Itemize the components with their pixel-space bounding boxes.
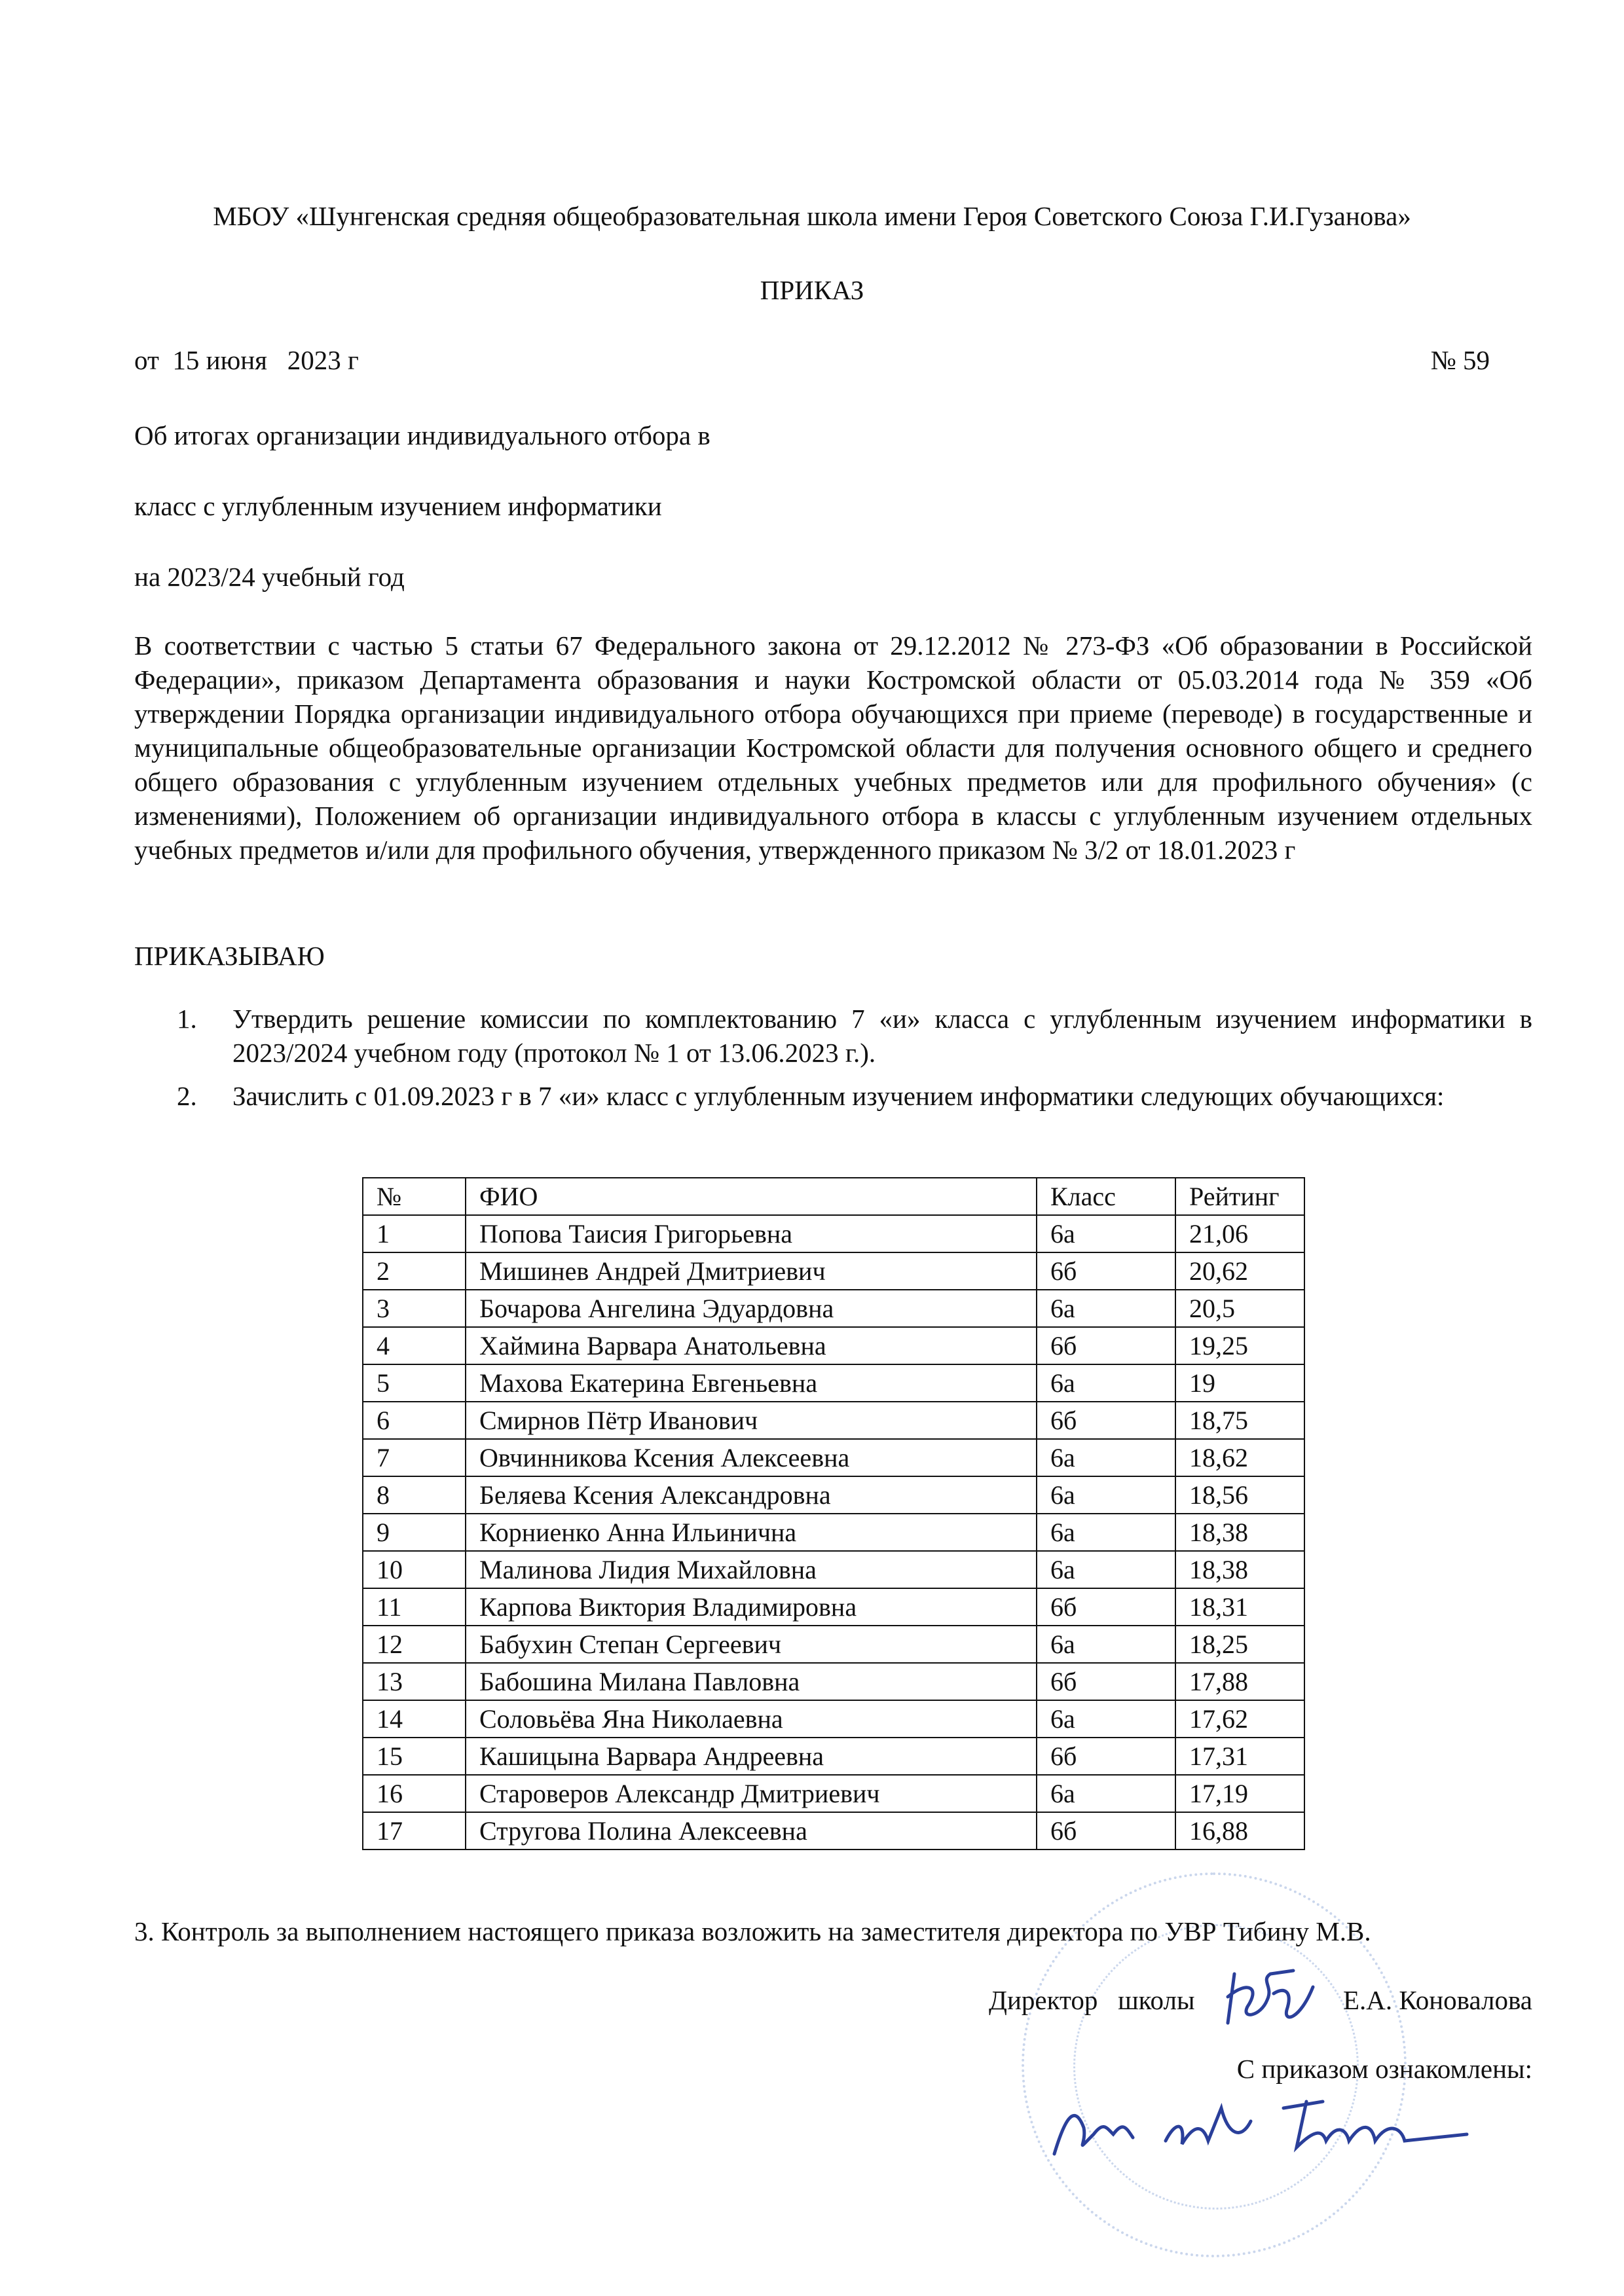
director-name: Е.А. Коновалова (1342, 1985, 1532, 2015)
row-number: 13 (363, 1663, 466, 1700)
preamble-paragraph: В соответствии с частью 5 статьи 67 Федерального закона от 29.12.2012 № 273-ФЗ «Об образовании в Российской Федерации», приказом Департамента образования и науки Костромской области от 05.03.2014 года № 359 «Об утверждении Порядка организации индивидуального отбора обучающихся при приеме (переводе) в государственные и муниципальные общеобразовательные организации Костромской области для получения основного общего и среднего общего образования с углубленным изучением отдельных учебных предметов или для профильного обучения» (с изменениями), Положением об организации индивидуального отбора в классы с углубленным изучением отдельных учебных предметов и/или для профильного обучения, утвержденного приказом № 3/2 от 18.01.2023 г (134, 630, 1532, 866)
row-class: 6а (1037, 1514, 1175, 1551)
row-number: 16 (363, 1775, 466, 1812)
director-label: Директор школы (989, 1985, 1195, 2015)
row-number: 8 (363, 1476, 466, 1514)
row-class: 6а (1037, 1626, 1175, 1663)
row-number: 14 (363, 1700, 466, 1738)
row-rating: 16,88 (1175, 1812, 1304, 1850)
row-number: 3 (363, 1290, 466, 1327)
row-rating: 17,31 (1175, 1738, 1304, 1775)
header-rating: Рейтинг (1175, 1178, 1304, 1215)
subject-line-1: Об итогах организации индивидуального отбора в (134, 420, 710, 450)
header-class: Класс (1037, 1178, 1175, 1215)
row-rating: 18,31 (1175, 1588, 1304, 1626)
row-rating: 20,62 (1175, 1252, 1304, 1290)
subject-line-2: класс с углубленным изучением информатики (134, 491, 662, 521)
table-row (363, 1402, 1304, 1439)
table-row (363, 1514, 1304, 1551)
row-class: 6а (1037, 1290, 1175, 1327)
table-row (363, 1663, 1304, 1700)
header-fio: ФИО (466, 1178, 1037, 1215)
row-fio: Староверов Александр Дмитриевич (466, 1775, 1037, 1812)
row-rating: 21,06 (1175, 1215, 1304, 1252)
row-rating: 19,25 (1175, 1327, 1304, 1364)
order-item-1 (134, 1002, 1532, 1070)
header-number: № (363, 1178, 466, 1215)
table-row (363, 1290, 1304, 1327)
row-fio: Бабошина Милана Павловна (466, 1663, 1037, 1700)
table-row (363, 1551, 1304, 1588)
row-class: 6а (1037, 1439, 1175, 1476)
table-row (363, 1700, 1304, 1738)
subject-line-3: на 2023/24 учебный год (134, 562, 405, 592)
row-number: 10 (363, 1551, 466, 1588)
order-item-number: 1. (177, 1004, 197, 1034)
table-row (363, 1439, 1304, 1476)
row-fio: Овчинникова Ксения Алексеевна (466, 1439, 1037, 1476)
row-fio: Мишинев Андрей Дмитриевич (466, 1252, 1037, 1290)
row-number: 4 (363, 1327, 466, 1364)
row-fio: Попова Таисия Григорьевна (466, 1215, 1037, 1252)
row-class: 6а (1037, 1775, 1175, 1812)
row-rating: 20,5 (1175, 1290, 1304, 1327)
row-class: 6б (1037, 1663, 1175, 1700)
table-row (363, 1738, 1304, 1775)
director-signature-icon (1221, 1961, 1326, 2033)
row-number: 2 (363, 1252, 466, 1290)
row-fio: Малинова Лидия Михайловна (466, 1551, 1037, 1588)
students-table (362, 1177, 1305, 1850)
row-rating: 19 (1175, 1364, 1304, 1402)
table-row (363, 1476, 1304, 1514)
row-fio: Хаймина Варвара Анатольевна (466, 1327, 1037, 1364)
row-class: 6б (1037, 1738, 1175, 1775)
row-class: 6б (1037, 1588, 1175, 1626)
row-number: 7 (363, 1439, 466, 1476)
table-row (363, 1252, 1304, 1290)
row-rating: 18,62 (1175, 1439, 1304, 1476)
row-class: 6б (1037, 1252, 1175, 1290)
row-rating: 18,38 (1175, 1514, 1304, 1551)
row-number: 11 (363, 1588, 466, 1626)
row-number: 1 (363, 1215, 466, 1252)
order-item-2 (134, 1079, 1532, 1113)
row-class: 6б (1037, 1402, 1175, 1439)
row-fio: Беляева Ксения Александровна (466, 1476, 1037, 1514)
acquaintance-signature-icon (1048, 2082, 1493, 2167)
order-number: № 59 (1430, 345, 1490, 375)
row-rating: 17,19 (1175, 1775, 1304, 1812)
table-row (363, 1215, 1304, 1252)
row-class: 6а (1037, 1476, 1175, 1514)
row-fio: Корниенко Анна Ильинична (466, 1514, 1037, 1551)
table-row (363, 1626, 1304, 1663)
row-fio: Кашицына Варвара Андреевна (466, 1738, 1037, 1775)
row-number: 17 (363, 1812, 466, 1850)
document-type-heading: ПРИКАЗ (760, 275, 864, 305)
control-paragraph: 3. Контроль за выполнением настоящего приказа возложить на заместителя директора по УВР Тибину М.В. (134, 1916, 1371, 1946)
order-item-text: Утвердить решение комиссии по комплектованию 7 «и» класса с углубленным изучением информатики в 2023/2024 учебном году (протокол № 1 от 13.06.2023 г.). (232, 1004, 1532, 1068)
order-word: ПРИКАЗЫВАЮ (134, 941, 325, 971)
row-fio: Махова Екатерина Евгеньевна (466, 1364, 1037, 1402)
row-fio: Бочарова Ангелина Эдуардовна (466, 1290, 1037, 1327)
row-number: 15 (363, 1738, 466, 1775)
row-number: 6 (363, 1402, 466, 1439)
row-rating: 17,88 (1175, 1663, 1304, 1700)
order-date: от 15 июня 2023 г (134, 345, 359, 375)
row-rating: 18,75 (1175, 1402, 1304, 1439)
row-fio: Смирнов Пётр Иванович (466, 1402, 1037, 1439)
organization-title: МБОУ «Шунгенская средняя общеобразовательная школа имени Героя Советского Союза Г.И.Гузанова» (213, 201, 1411, 231)
row-class: 6а (1037, 1551, 1175, 1588)
order-item-text: Зачислить с 01.09.2023 г в 7 «и» класс с углубленным изучением информатики следующих обучающихся: (232, 1081, 1445, 1112)
acquainted-label: С приказом ознакомлены: (1236, 2054, 1532, 2084)
order-item-number: 2. (177, 1081, 197, 1112)
row-fio: Бабухин Степан Сергеевич (466, 1626, 1037, 1663)
table-row (363, 1812, 1304, 1850)
row-rating: 18,25 (1175, 1626, 1304, 1663)
row-class: 6б (1037, 1327, 1175, 1364)
row-number: 5 (363, 1364, 466, 1402)
table-row (363, 1364, 1304, 1402)
table-row (363, 1775, 1304, 1812)
row-number: 9 (363, 1514, 466, 1551)
table-row (363, 1327, 1304, 1364)
table-header-row (363, 1178, 1304, 1215)
row-fio: Карпова Виктория Владимировна (466, 1588, 1037, 1626)
row-fio: Соловьёва Яна Николаевна (466, 1700, 1037, 1738)
order-items-list (134, 1002, 1532, 1114)
table-row (363, 1588, 1304, 1626)
row-number: 12 (363, 1626, 466, 1663)
row-rating: 17,62 (1175, 1700, 1304, 1738)
row-class: 6б (1037, 1812, 1175, 1850)
row-class: 6а (1037, 1364, 1175, 1402)
row-fio: Стругова Полина Алексеевна (466, 1812, 1037, 1850)
row-rating: 18,56 (1175, 1476, 1304, 1514)
row-class: 6а (1037, 1215, 1175, 1252)
row-class: 6а (1037, 1700, 1175, 1738)
row-rating: 18,38 (1175, 1551, 1304, 1588)
